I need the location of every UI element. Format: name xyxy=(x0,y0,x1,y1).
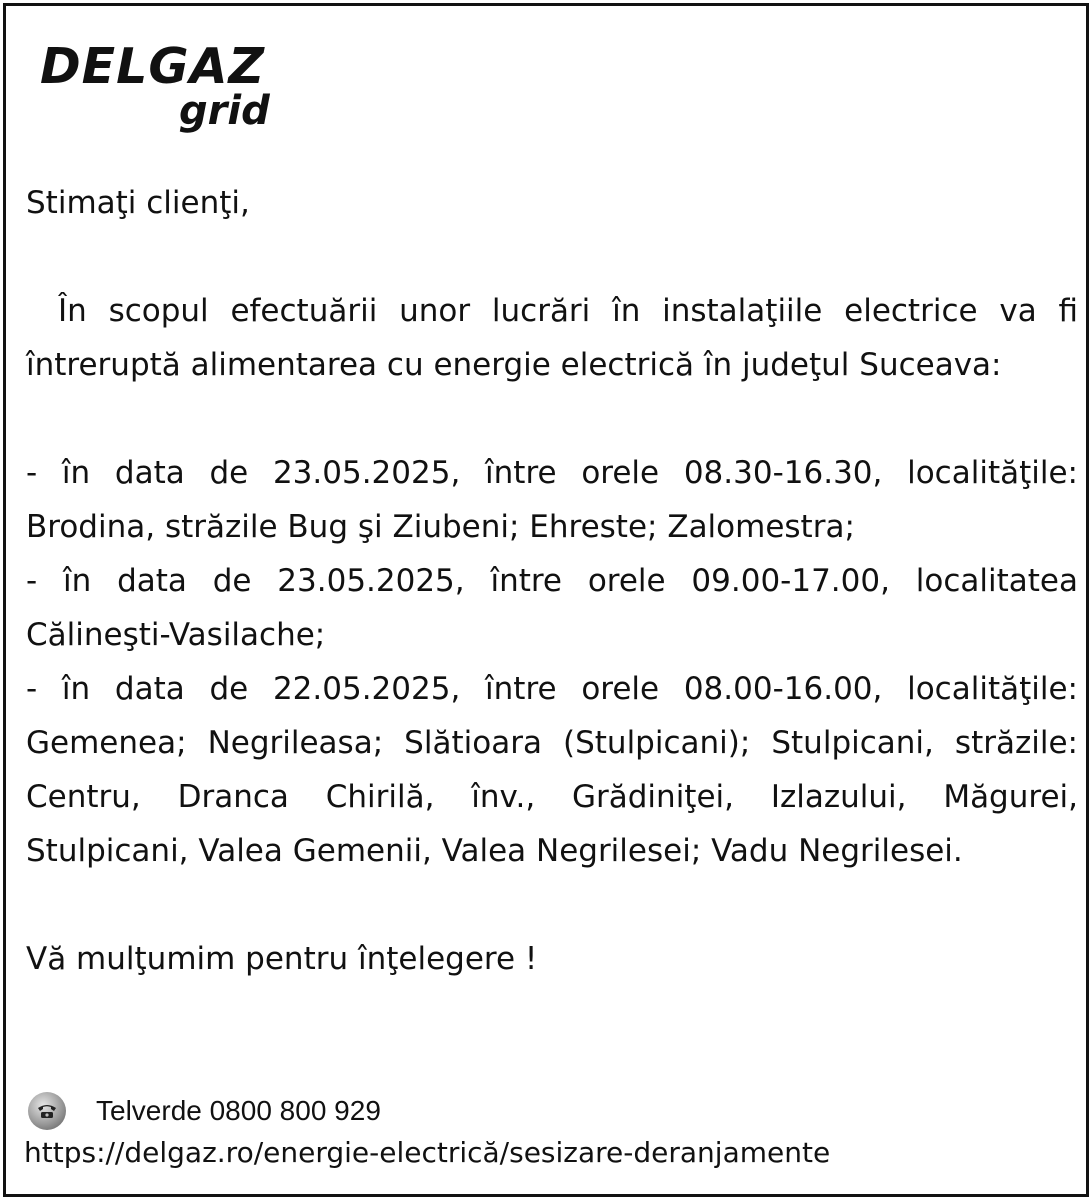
greeting: Stimaţi clienţi, xyxy=(26,185,250,221)
notice-item: - în data de 22.05.2025, între orele 08.00-16.00, localităţile: Gemenea; Negrileasa; Slătioara (Stulpicani); Stulpicani, străzile: Centru, Dranca Chirilă, înv., Grădiniţei, Izlazului, Măgurei, Stulpicani, Valea Gemenii, Valea Negrilesei; Vadu Negrilesei. xyxy=(26,671,1078,869)
report-url[interactable]: https://delgaz.ro/energie-electrică/sesizare-deranjamente xyxy=(24,1136,831,1169)
closing-line: Vă mulţumim pentru înţelegere ! xyxy=(26,941,538,977)
hotline-number: Telverde 0800 800 929 xyxy=(96,1095,381,1126)
intro-paragraph: În scopul efectuării unor lucrări în instalaţiile electrice va fi întreruptă alimentarea cu energie electrică în judeţul Suceava: xyxy=(26,293,1078,383)
delgaz-grid-logo xyxy=(40,38,280,138)
phone-icon xyxy=(28,1092,66,1130)
notice-frame xyxy=(3,3,1089,1197)
notice-body xyxy=(26,176,1078,986)
notice-item: - în data de 23.05.2025, între orele 08.30-16.30, localităţile: Brodina, străzile Bug şi Ziubeni; Ehreste; Zalomestra; xyxy=(26,455,1078,545)
notice-item: - în data de 23.05.2025, între orele 09.00-17.00, localitatea Călineşti-Vasilache; xyxy=(26,563,1078,653)
logo-wordmark: DELGAZ xyxy=(40,38,266,95)
footer-phone xyxy=(28,1092,628,1132)
logo-subtitle: grid xyxy=(179,88,270,134)
